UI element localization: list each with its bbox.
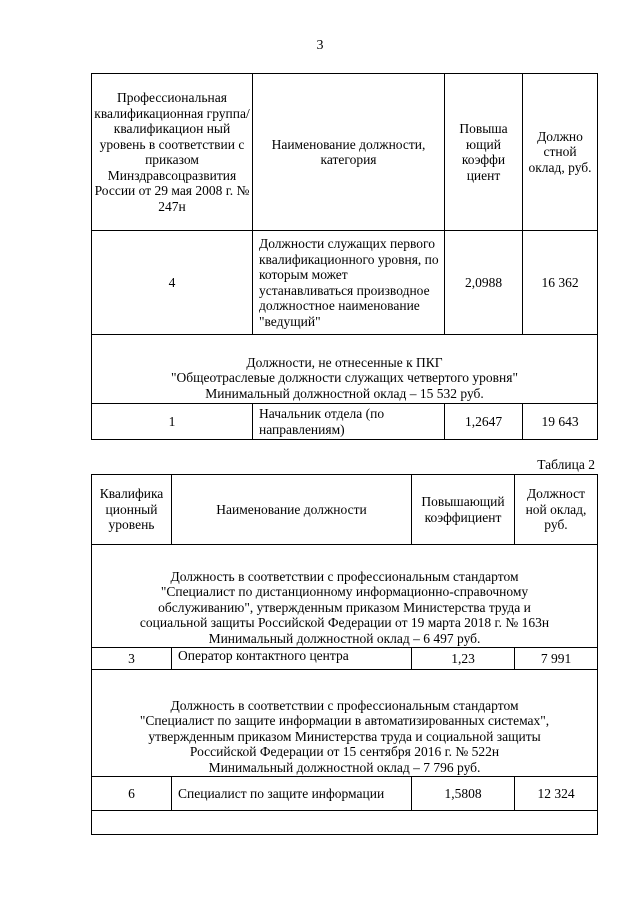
coefficient-cell: 1,2647 [445, 404, 523, 440]
table-1 [91, 73, 598, 440]
level-cell: 3 [92, 648, 172, 670]
table-row [92, 231, 598, 335]
section-line: Российской Федерации от 15 сентября 2016 г. № 522н [189, 744, 500, 759]
section-line: Минимальный должностной оклад – 15 532 руб. [205, 385, 484, 401]
position-cell: Начальник отдела (по направлениям) [253, 404, 445, 440]
section-line: Должность в соответствии с профессиональным стандартом [170, 697, 519, 713]
header-position: Наименование должности [172, 475, 412, 545]
table-row [92, 777, 598, 811]
position-cell: Специалист по защите информации [172, 777, 412, 811]
section-row [92, 670, 598, 777]
salary-cell: 7 991 [515, 648, 598, 670]
table-2-header-row [92, 475, 598, 545]
section-line: "Общеотраслевые должности служащих четвертого уровня" [170, 370, 518, 385]
section-line: социальной защиты Российской Федерации от 19 марта 2018 г. № 163н [139, 615, 550, 630]
table-2-caption: Таблица 2 [537, 457, 595, 472]
position-cell: Должности служащих первого квалификационного уровня, по которым может устанавливаться производное должностное наименование "ведущий" [253, 231, 445, 335]
section-line: Должности, не отнесенные к ПКГ [246, 354, 443, 370]
empty-cell [92, 811, 598, 835]
level-cell: 4 [92, 231, 253, 335]
page-number: 3 [316, 38, 324, 53]
section-heading [92, 335, 598, 404]
level-cell: 6 [92, 777, 172, 811]
header-coefficient: Повыша ющий коэффи циент [445, 74, 523, 231]
section-line: утвержденным приказом Министерства труда и социальной защиты [148, 728, 541, 744]
header-coefficient: Повышающий коэффициент [412, 475, 515, 545]
section-line: "Специалист по дистанционному информационно-справочному [160, 584, 529, 599]
header-position: Наименование должности, категория [253, 74, 445, 231]
position-cell: Оператор контактного центра [172, 648, 412, 670]
section-line: Минимальный должностной оклад – 6 497 руб. [208, 630, 481, 646]
section-line: Минимальный должностной оклад – 7 796 руб. [208, 759, 481, 775]
table-row [92, 404, 598, 440]
section-line: Должность в соответствии с профессиональным стандартом [170, 568, 519, 584]
coefficient-cell: 2,0988 [445, 231, 523, 335]
header-salary: Должност ной оклад, руб. [515, 475, 598, 545]
header-salary: Должно стной оклад, руб. [523, 74, 598, 231]
table-1-header-row [92, 74, 598, 231]
salary-cell: 12 324 [515, 777, 598, 811]
header-level: Квалифика ционный уровень [92, 475, 172, 545]
header-group: Профессиональная квалификационная группа/квалификацион ный уровень в соответствии с приказом Минздравсоцразвития России от 29 мая 2008 г. № 247н [92, 74, 253, 231]
coefficient-cell: 1,5808 [412, 777, 515, 811]
section-row [92, 335, 598, 404]
salary-cell: 19 643 [523, 404, 598, 440]
section-heading [92, 545, 598, 648]
coefficient-cell: 1,23 [412, 648, 515, 670]
table-row [92, 648, 598, 670]
level-cell: 1 [92, 404, 253, 440]
section-line: обслуживанию", утвержденным приказом Министерства труда и [158, 599, 531, 615]
section-line: "Специалист по защите информации в автоматизированных системах", [139, 713, 550, 728]
section-row [92, 545, 598, 648]
empty-row [92, 811, 598, 835]
salary-cell: 16 362 [523, 231, 598, 335]
section-heading [92, 670, 598, 777]
table-2 [91, 474, 598, 835]
